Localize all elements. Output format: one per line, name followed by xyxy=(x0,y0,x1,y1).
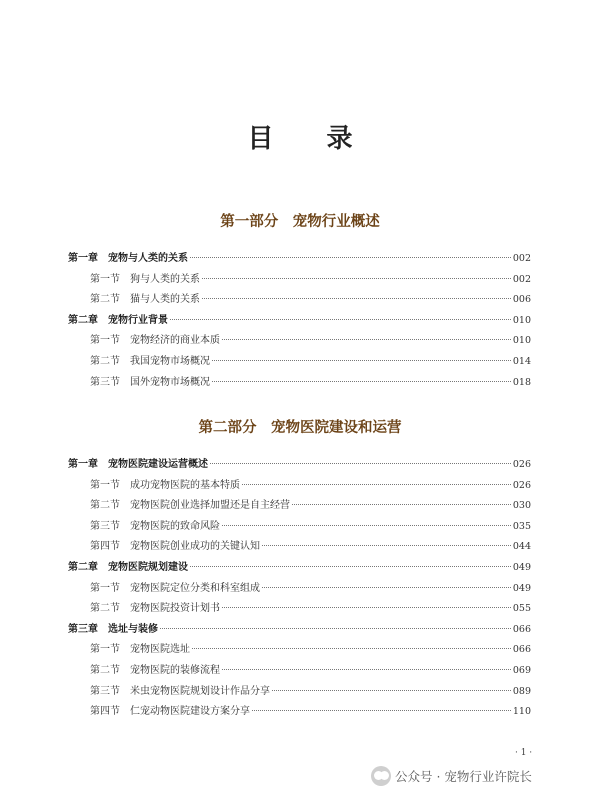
toc-entry-title: 宠物经济的商业本质 xyxy=(130,335,220,347)
toc-entry-page: 030 xyxy=(512,500,531,512)
toc-entry-label xyxy=(90,496,290,517)
toc-entry-title: 宠物与人类的关系 xyxy=(108,253,188,264)
toc-entry-number: 第四节 xyxy=(90,541,120,553)
toc-section-row[interactable] xyxy=(68,599,531,620)
toc-entry-title: 宠物医院规划建设 xyxy=(108,561,188,573)
toc-entry-number: 第二章 xyxy=(68,561,98,573)
toc-entry-title: 宠物医院定位分类和科室组成 xyxy=(130,582,260,594)
wechat-icon xyxy=(371,766,391,786)
toc-section-row[interactable] xyxy=(68,682,531,703)
dot-leader xyxy=(262,544,511,546)
dot-leader xyxy=(202,297,511,299)
dot-leader xyxy=(222,524,511,526)
toc-entry-number: 第一节 xyxy=(90,479,120,491)
toc-entry-label xyxy=(68,558,188,579)
toc-entry-number: 第一节 xyxy=(90,273,120,285)
page-number: · 1 · xyxy=(515,748,533,758)
toc-entry-label xyxy=(90,290,200,311)
toc-entry-page: 035 xyxy=(512,520,531,532)
toc-entry-number: 第一节 xyxy=(90,335,120,347)
toc-chapter-row[interactable] xyxy=(68,620,531,641)
toc-entry-page: 055 xyxy=(512,603,531,615)
toc-entry-number: 第一章 xyxy=(68,459,98,470)
toc-chapter-row[interactable] xyxy=(68,558,531,579)
toc-entry-title: 宠物医院的致命风险 xyxy=(130,520,220,532)
dot-leader xyxy=(262,586,511,588)
dot-leader xyxy=(202,277,511,279)
dot-leader xyxy=(242,483,511,485)
toc-section-row[interactable] xyxy=(68,331,531,352)
toc-entry-page: 014 xyxy=(512,355,531,367)
toc-entry-page: 026 xyxy=(512,479,531,491)
toc-entry-page: 066 xyxy=(512,644,531,656)
toc-entry-label xyxy=(90,537,260,558)
toc-entry-number: 第四节 xyxy=(90,706,120,718)
toc-entry-title: 宠物医院建设运营概述 xyxy=(108,459,208,470)
toc-entry-title: 国外宠物市场概况 xyxy=(130,376,210,388)
toc-entry-number: 第一节 xyxy=(90,582,120,594)
toc-entry-title: 狗与人类的关系 xyxy=(130,273,200,285)
toc-entry-number: 第三节 xyxy=(90,520,120,532)
toc-entry-page: 110 xyxy=(512,706,531,718)
toc-entry-number: 第二节 xyxy=(90,603,120,615)
toc-entry-label xyxy=(90,640,190,661)
toc-entry-page: 026 xyxy=(512,459,531,470)
toc-list-part-1 xyxy=(68,249,531,393)
part-heading-2: 第二部分 宠物医院建设和运营 xyxy=(198,420,402,436)
toc-entry-title: 成功宠物医院的基本特质 xyxy=(130,479,240,491)
toc-entry-label xyxy=(90,331,220,352)
dot-leader xyxy=(190,256,511,258)
dot-leader xyxy=(252,709,511,711)
toc-entry-number: 第三节 xyxy=(90,376,120,388)
toc-entry-page: 069 xyxy=(512,664,531,676)
toc-entry-title: 宠物医院创业成功的关键认知 xyxy=(130,541,260,553)
toc-list-part-2 xyxy=(68,455,531,723)
toc-chapter-row[interactable] xyxy=(68,455,531,476)
toc-section-row[interactable] xyxy=(68,476,531,497)
toc-entry-title: 选址与装修 xyxy=(108,623,158,635)
toc-entry-label xyxy=(90,702,250,723)
toc-entry-number: 第三章 xyxy=(68,623,98,635)
dot-leader xyxy=(222,338,511,340)
toc-entry-number: 第一节 xyxy=(90,644,120,656)
toc-entry-label xyxy=(90,352,210,373)
toc-entry-title: 宠物医院选址 xyxy=(130,644,190,656)
toc-section-row[interactable] xyxy=(68,640,531,661)
toc-entry-number: 第三节 xyxy=(90,685,120,697)
part-heading-1: 第一部分 宠物行业概述 xyxy=(220,214,380,230)
toc-entry-title: 米虫宠物医院规划设计作品分享 xyxy=(130,685,270,697)
toc-entry-title: 宠物医院的装修流程 xyxy=(130,664,220,676)
dot-leader xyxy=(212,359,511,361)
toc-title: 目 录 xyxy=(247,124,375,154)
toc-section-row[interactable] xyxy=(68,702,531,723)
toc-section-row[interactable] xyxy=(68,496,531,517)
toc-entry-label xyxy=(90,661,220,682)
toc-entry-page: 002 xyxy=(512,253,531,264)
dot-leader xyxy=(212,380,511,382)
toc-entry-title: 我国宠物市场概况 xyxy=(130,355,210,367)
dot-leader xyxy=(210,462,511,464)
watermark xyxy=(371,766,532,786)
toc-entry-page: 018 xyxy=(512,376,531,388)
dot-leader xyxy=(272,689,511,691)
dot-leader xyxy=(292,503,511,505)
toc-section-row[interactable] xyxy=(68,373,531,394)
dot-leader xyxy=(222,668,511,670)
toc-section-row[interactable] xyxy=(68,517,531,538)
toc-entry-label xyxy=(90,599,220,620)
toc-entry-page: 049 xyxy=(512,582,531,594)
toc-entry-page: 089 xyxy=(512,685,531,697)
toc-entry-label xyxy=(90,270,200,291)
toc-entry-number: 第二章 xyxy=(68,314,98,326)
toc-chapter-row[interactable] xyxy=(68,311,531,332)
toc-entry-label xyxy=(68,249,188,270)
toc-entry-label xyxy=(90,682,270,703)
toc-chapter-row[interactable] xyxy=(68,249,531,270)
toc-section-row[interactable] xyxy=(68,270,531,291)
toc-section-row[interactable] xyxy=(68,290,531,311)
dot-leader xyxy=(222,606,511,608)
toc-entry-label xyxy=(90,373,210,394)
toc-entry-number: 第二节 xyxy=(90,294,120,306)
toc-section-row[interactable] xyxy=(68,352,531,373)
toc-entry-label xyxy=(68,620,158,641)
toc-entry-label xyxy=(90,476,240,497)
toc-section-row[interactable] xyxy=(68,661,531,682)
toc-entry-number: 第一章 xyxy=(68,253,98,264)
toc-entry-label xyxy=(68,311,168,332)
toc-entry-page: 010 xyxy=(512,314,531,326)
toc-entry-label xyxy=(68,455,208,476)
toc-entry-title: 仁宠动物医院建设方案分享 xyxy=(130,706,250,718)
toc-entry-page: 010 xyxy=(512,335,531,347)
toc-entry-page: 044 xyxy=(512,541,531,553)
toc-entry-number: 第二节 xyxy=(90,500,120,512)
toc-entry-page: 049 xyxy=(512,561,531,573)
toc-entry-title: 宠物行业背景 xyxy=(108,314,168,326)
watermark-text: 公众号 · 宠物行业许院长 xyxy=(395,769,532,784)
dot-leader xyxy=(192,647,511,649)
toc-entry-title: 猫与人类的关系 xyxy=(130,294,200,306)
toc-section-row[interactable] xyxy=(68,537,531,558)
toc-section-row[interactable] xyxy=(68,579,531,600)
toc-entry-page: 066 xyxy=(512,623,531,635)
toc-entry-number: 第二节 xyxy=(90,664,120,676)
toc-entry-title: 宠物医院创业选择加盟还是自主经营 xyxy=(130,500,290,512)
dot-leader xyxy=(160,627,511,629)
dot-leader xyxy=(170,318,511,320)
toc-entry-number: 第二节 xyxy=(90,355,120,367)
toc-entry-title: 宠物医院投资计划书 xyxy=(130,603,220,615)
dot-leader xyxy=(190,565,511,567)
toc-entry-label xyxy=(90,579,260,600)
toc-entry-page: 006 xyxy=(512,294,531,306)
toc-entry-page: 002 xyxy=(512,273,531,285)
toc-entry-label xyxy=(90,517,220,538)
